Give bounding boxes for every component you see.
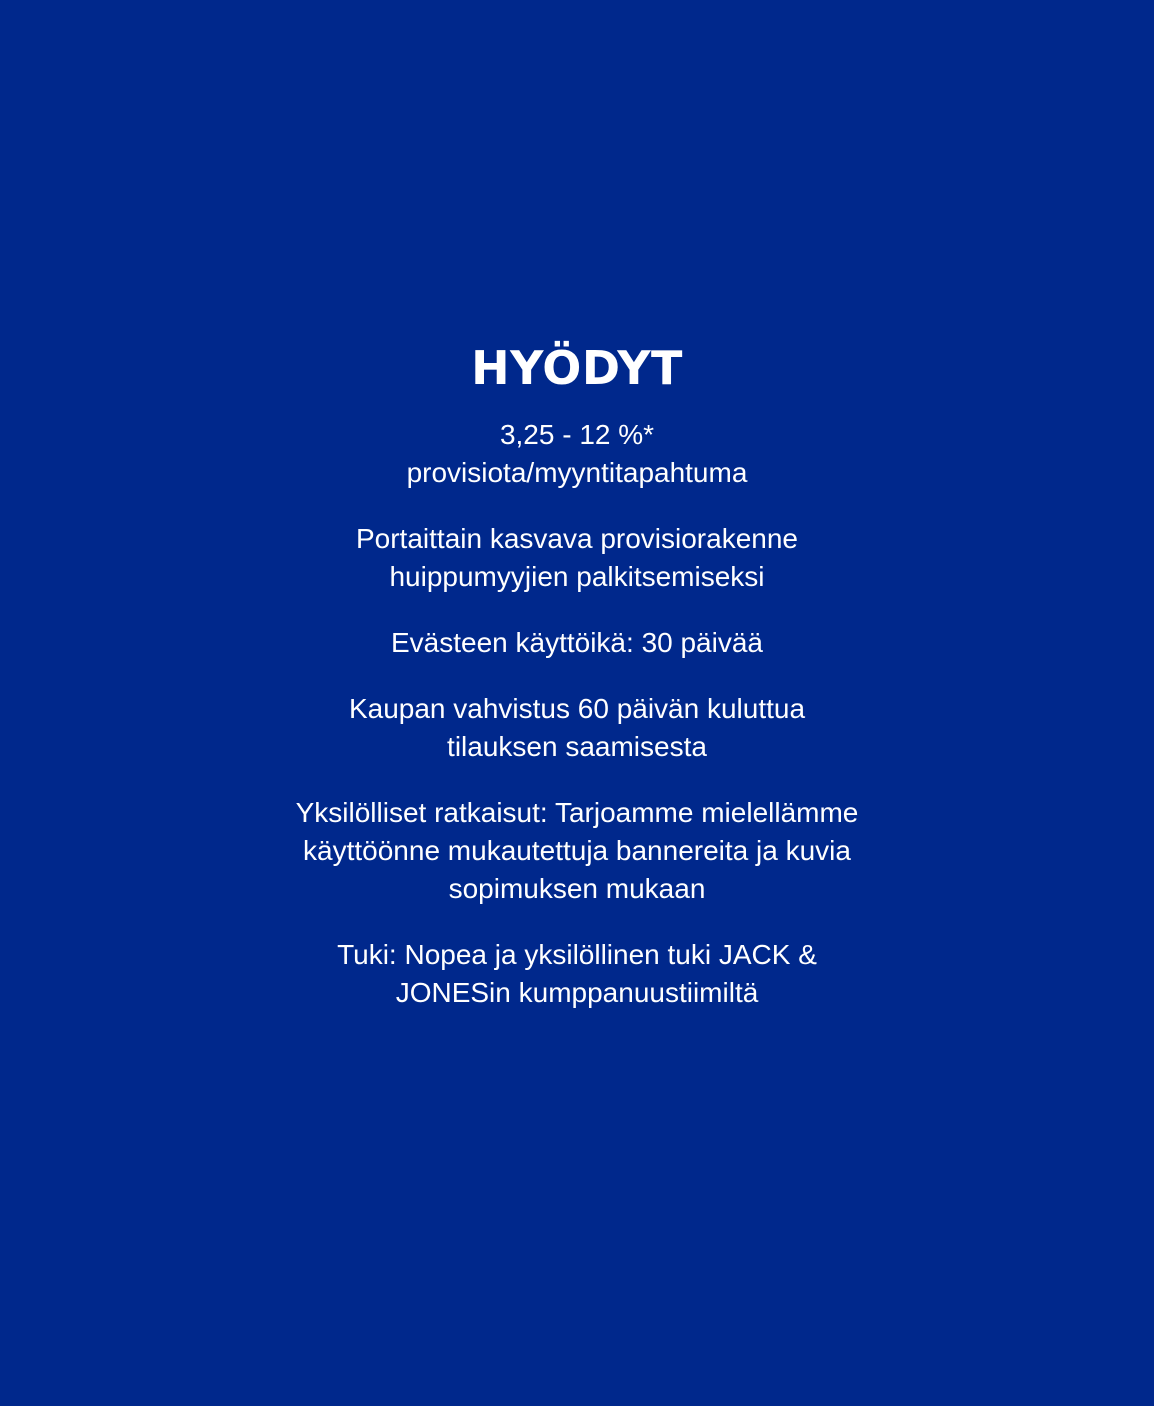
benefit-custom-solutions: Yksilölliset ratkaisut: Tarjoamme mielellämme käyttöönne mukautettuja bannereita ja kuvia sopimuksen mukaan <box>295 797 859 904</box>
benefits-content <box>0 338 1154 1040</box>
benefit-tiered-commission: Portaittain kasvava provisiorakenne huippumyyjien palkitsemiseksi <box>355 523 798 592</box>
benefit-commission: 3,25 - 12 %* provisiota/myyntitapahtuma <box>406 419 748 488</box>
benefit-support: Tuki: Nopea ja yksilöllinen tuki JACK & JONESin kumppanuustiimiltä <box>337 939 817 1008</box>
benefit-order-confirmation: Kaupan vahvistus 60 päivän kuluttua tilauksen saamisesta <box>348 693 806 762</box>
section-title: HYÖDYT <box>471 341 683 395</box>
benefit-cookie-duration: Evästeen käyttöikä: 30 päivää <box>390 627 763 658</box>
benefits-list <box>217 416 937 1012</box>
